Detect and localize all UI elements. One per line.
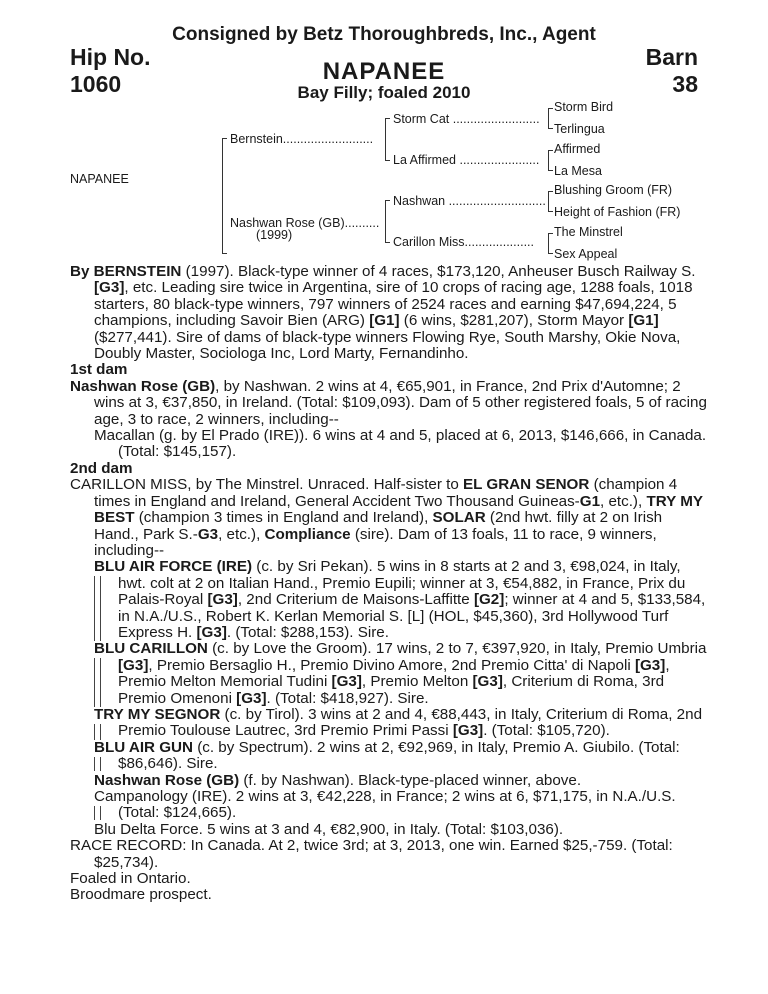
pedigree-subject: NAPANEE [70,172,129,186]
pedigree-ancestor: Height of Fashion (FR) [554,205,681,219]
pedigree-dam: Nashwan Rose (GB).......... [230,216,380,230]
hip-number: 1060 [70,71,122,97]
consignor-line: Consigned by Betz Thoroughbreds, Inc., Agent [172,24,596,45]
produce-blu-delta-force: Blu Delta Force. 5 wins at 3 and 4, €82,900, in Italy. (Total: $103,036). [94,820,564,838]
pedigree-sire: Bernstein.......................... [230,132,374,146]
second-dam-heading: 2nd dam [70,459,133,477]
pedigree-dam-sire: Nashwan ............................ [393,194,546,208]
pedigree-dam-dam: Carillon Miss.................... [393,235,534,249]
barn-label: Barn [645,44,698,70]
sire-paragraph: By BERNSTEIN (1997). Black-type winner of 4 races, $173,120, Anheuser Busch Railway S. [G3], etc. Leading sire twice in Argentina, sire of 10 crops of racing age, 1288 foals, 1018 starters, 80 black-type winners, 797 winners of 2524 races and earning $47,694,224, 5 champions, including Savoir Bien (ARG) [G1] (6 wins, $281,207), Storm Mayor [G1] ($277,441). Sire of dams of black-type winners Flowing Rye, South Marshy, Okie Nova, Doubly Master, Sociologa Inc, Lord Marty, Fernandinho. [70,263,696,363]
pedigree-ancestor: Storm Bird [554,100,614,114]
catalog-body [70,264,710,904]
produce-campanology: Campanology (IRE). 2 wins at 3, €42,228, in France; 2 wins at 6, $71,175, in N.A./U.S. (Total: $124,665). [94,788,676,822]
produce-blu-carillon: BLU CARILLON (c. by Love the Groom). 17 wins, 2 to 7, €397,920, in Italy, Premio Umbria [G3], Premio Bersaglio H., Premio Divino Amore, 2nd Premio Citta' di Napoli [G3], Premio Melton Memorial Tudini [G3], Premio Melton [G3], Criterium di Roma, 3rd Premio Omenoni [G3]. (Total: $418,927). Sire. [94,640,707,707]
race-record: RACE RECORD: In Canada. At 2, twice 3rd; at 3, 2013, one win. Earned $25,-759. (Total: $25,734). [70,837,673,871]
second-dam-paragraph: CARILLON MISS, by The Minstrel. Unraced. Half-sister to EL GRAN SENOR (champion 4 times in England and Ireland, General Accident Two Thousand Guineas-G1, etc.), TRY MY BEST (champion 3 times in England and Ireland), SOLAR (2nd hwt. filly at 2 on Irish Hand., Park S.-G3, etc.), Compliance (sire). Dam of 13 foals, 11 to race, 9 winners, including-- [70,476,703,559]
broodmare-prospect: Broodmare prospect. [70,886,212,904]
pedigree-ancestor: The Minstrel [554,225,623,239]
first-dam-paragraph: Nashwan Rose (GB), by Nashwan. 2 wins at 4, €65,901, in France, 2nd Prix d'Automne; 2 wins at 3, €37,850, in Ireland. (Total: $109,093). Dam of 5 other registered foals, 5 of racing age, 3 to race, 2 winners, including-- [70,377,707,428]
pedigree-sire-sire: Storm Cat ......................... [393,112,540,126]
produce-nashwan-rose: Nashwan Rose (GB) (f. by Nashwan). Black-type-placed winner, above. [94,771,582,789]
foaled-in: Foaled in Ontario. [70,870,191,888]
produce-blu-air-force: BLU AIR FORCE (IRE) (c. by Sri Pekan). 5 wins in 8 starts at 2 and 3, €98,024, in Italy, hwt. colt at 2 on Italian Hand., Premio Eupili; winner at 3, €54,882, in France, Prix du Palais-Royal [G3], 2nd Criterium de Maisons-Laffitte [G2]; winner at 4 and 5, $133,584, in N.A./U.S., Robert K. Kerlan Memorial S. [L] (HOL, $45,360), 3rd Hollywood Turf Express H. [G3]. (Total: $288,153). Sire. [94,558,706,641]
first-dam-heading: 1st dam [70,361,128,379]
barn-number: 38 [672,71,698,97]
pedigree-ancestor: Sex Appeal [554,247,618,261]
horse-description: Bay Filly; foaled 2010 [297,83,471,102]
pedigree-sire-dam: La Affirmed ....................... [393,153,540,167]
produce-blu-air-gun: BLU AIR GUN (c. by Spectrum). 2 wins at 2, €92,969, in Italy, Premio A. Giubilo. (Total: $86,646). Sire. [94,738,680,773]
horse-name: NAPANEE [322,58,446,85]
pedigree-ancestor: Terlingua [554,122,605,136]
produce-macallan: Macallan (g. by El Prado (IRE)). 6 wins at 4 and 5, placed at 6, 2013, $146,666, in Canada. (Total: $145,157). [94,427,707,461]
produce-try-my-segnor: TRY MY SEGNOR (c. by Tirol). 3 wins at 2 and 4, €88,443, in Italy, Criterium di Roma, 2nd Premio Toulouse Lautrec, 3rd Premio Primi Passi [G3]. (Total: $105,720). [94,705,703,740]
pedigree-ancestor: La Mesa [554,164,602,178]
pedigree-ancestor: Blushing Groom (FR) [554,183,673,197]
hip-label: Hip No. [70,44,151,70]
pedigree-ancestor: Affirmed [554,142,601,156]
pedigree-dam-year: (1999) [256,228,293,242]
